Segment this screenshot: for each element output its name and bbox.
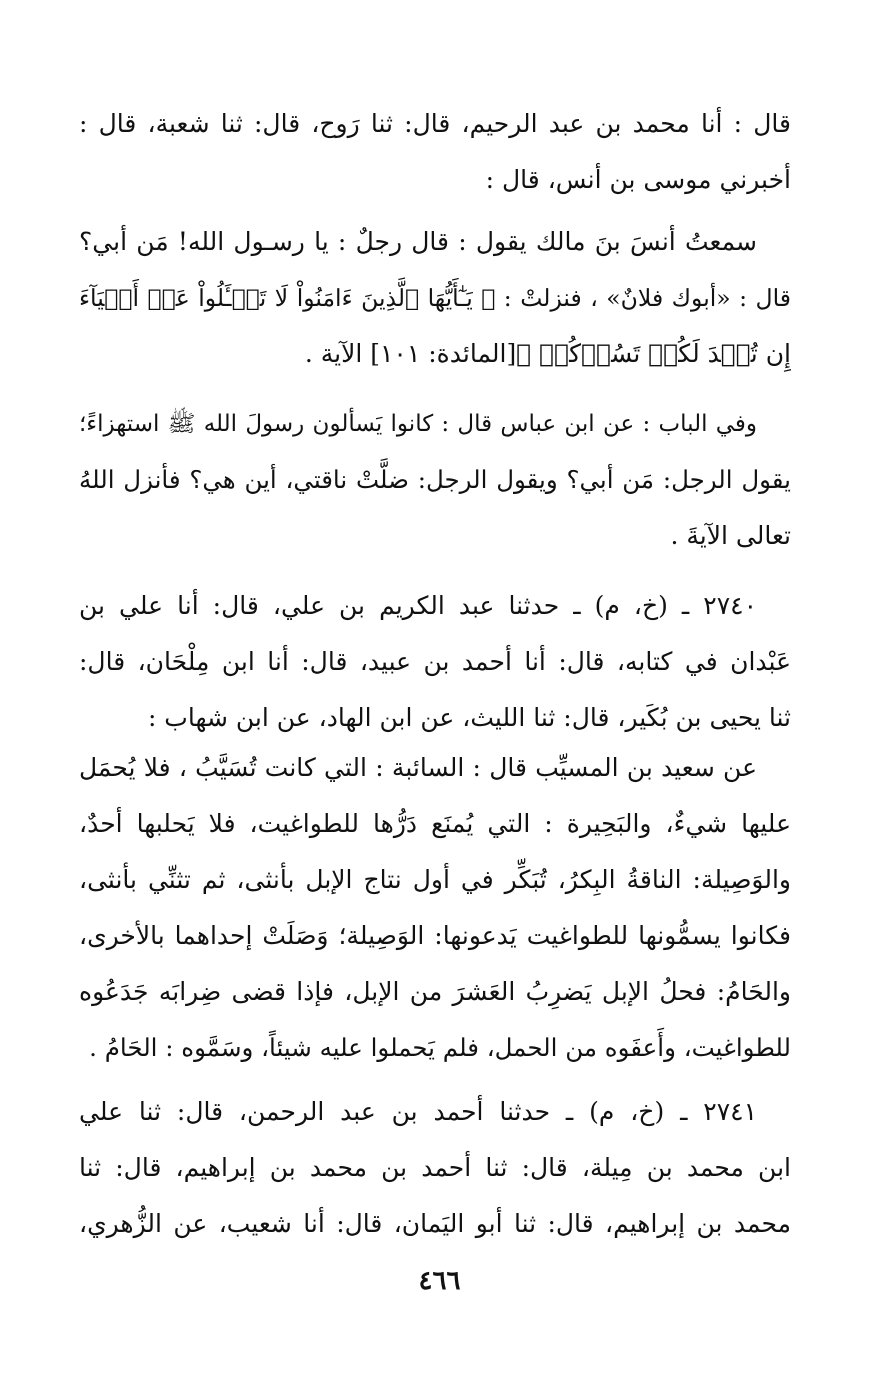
- hadith-number-line: ٢٧٤١ ـ (خ، م) ـ حدثنا أحمد بن عبد الرحمن، قال: ثنا علي: [79, 1097, 757, 1126]
- paragraph-hadith-2740: [79, 578, 791, 746]
- text-line: فكانوا يسمُّونها للطواغيت يَدعونها: الوَصِيلة؛ وَصَلَتْ إحداهما بالأخرى،: [79, 921, 791, 950]
- text-line: ثنا يحيى بن بُكَير، قال: ثنا الليث، عن ابن الهاد، عن ابن شهاب :: [147, 703, 791, 732]
- text-line: عليها شيءٌ، والبَحِيرة : التي يُمنَع دَرُّها للطواغيت، فلا يَحلبها أحدٌ،: [79, 809, 791, 838]
- text-line: يقول الرجل: مَن أبي؟ ويقول الرجل: ضلَّتْ ناقتي، أين هي؟ فأنزل اللهُ: [79, 465, 791, 494]
- paragraph-isnad-anas: [79, 96, 791, 208]
- text-line: قال : أنا محمد بن عبد الرحيم، قال: ثنا رَوح، قال: ثنا شعبة، قال :: [79, 109, 791, 138]
- page-number: ٤٦٦: [418, 1266, 461, 1296]
- paragraph-hadith-anas: [79, 214, 791, 382]
- text-line: سمعتُ أنسَ بنَ مالك يقول : قال رجلٌ : يا رسـول الله! مَن أبي؟: [79, 227, 757, 256]
- paragraph-said-bin-musayyib: [79, 740, 791, 1076]
- text-line: والوَصِيلة: الناقةُ البِكرُ، تُبَكِّر في أول نتاج الإبل بأنثى، ثم تثنِّي بأنثى،: [79, 865, 791, 894]
- text-line: عن سعيد بن المسيِّب قال : السائبة : التي كانت تُسَيَّبُ ، فلا يُحمَل: [79, 753, 757, 782]
- text-line: والحَامُ: فحلُ الإبل يَضرِبُ العَشرَ من الإبل، فإذا قضى ضِرابَه جَدَعُوه: [79, 977, 791, 1006]
- text-line: ابن محمد بن مِيلة، قال: ثنا أحمد بن محمد بن إبراهيم، قال: ثنا: [79, 1153, 791, 1182]
- text-line: محمد بن إبراهيم، قال: ثنا أبو اليَمان، قال: أنا شعيب، عن الزُّهري،: [79, 1209, 791, 1238]
- text-line: أخبرني موسى بن أنس، قال :: [485, 165, 791, 194]
- text-line: تعالى الآيةَ .: [670, 521, 791, 550]
- paragraph-ibn-abbas: [79, 396, 791, 564]
- quran-verse-line: قال : «أبوك فلانٌ» ، فنزلتْ : ﴿ يَـٰٓأَيُّهَا ٱلَّذِينَ ءَامَنُواْ لَا تَسۡـَٔلُواْ عَنۡ أَشۡيَآءَ: [79, 284, 791, 312]
- text-line: وفي الباب : عن ابن عباس قال : كانوا يَسألون رسولَ الله ﷺ استهزاءً؛: [79, 411, 757, 437]
- hadith-number-line: ٢٧٤٠ ـ (خ، م) ـ حدثنا عبد الكريم بن علي، قال: أنا علي بن: [79, 591, 757, 620]
- text-line: عَبْدان في كتابه، قال: أنا أحمد بن عبيد، قال: أنا ابن مِلْحَان، قال:: [79, 647, 791, 676]
- paragraph-hadith-2741: [79, 1084, 791, 1252]
- quran-verse-line: إِن تُبۡدَ لَكُمۡ تَسُؤۡكُمۡ ﴾[المائدة: ١٠١] الآية .: [304, 339, 791, 368]
- text-line: للطواغيت، وأَعفَوه من الحمل، فلم يَحملوا عليه شيئاً، وسَمَّوه : الحَامُ .: [89, 1033, 791, 1062]
